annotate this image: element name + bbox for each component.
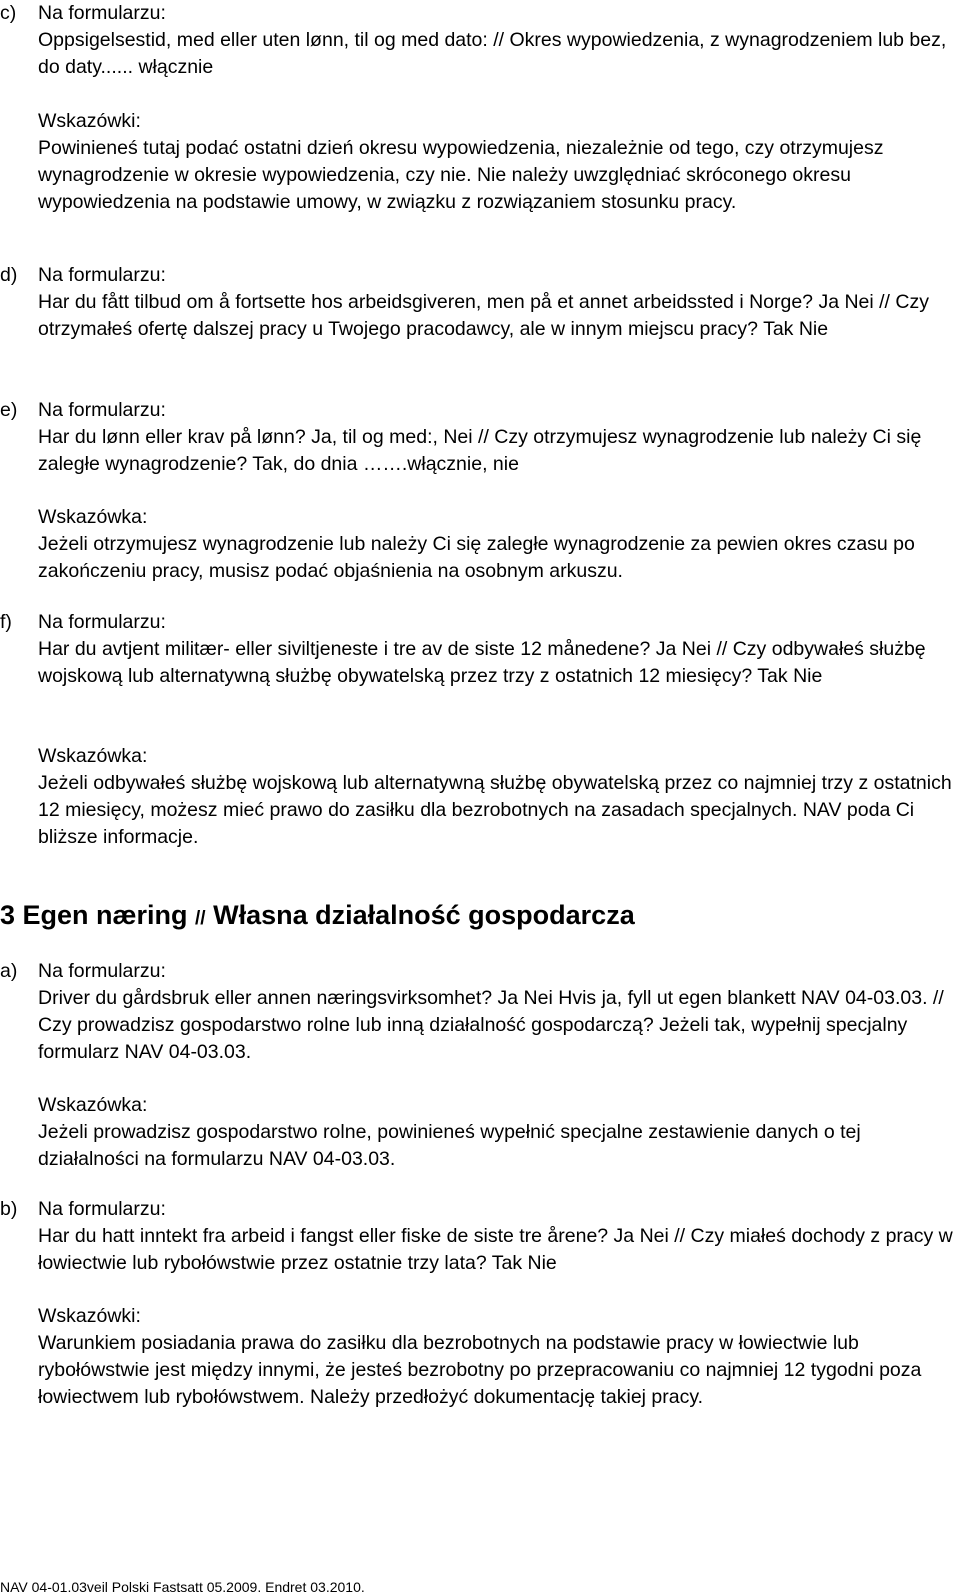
section-c-hint-text: Powinieneś tutaj podać ostatni dzień okresu wypowiedzenia, niezależnie od tego, czy otrzymujesz wynagrodzenie w okresie wypowiedzenia, czy nie. Nie należy uwzględniać skróconego okresu wypowiedzenia na podstawie umowy, w związku z rozwiązaniem stosunku pracy. [38,137,884,213]
section-3a-marker: a) [0,960,18,982]
section-f-marker: f) [0,611,12,633]
section-c-text: Oppsigelsestid, med eller uten lønn, til og med dato: // Okres wypowiedzenia, z wynagrodzeniem lub bez, do daty...... włącznie [38,29,947,78]
section-f-text: Har du avtjent militær- eller siviltjeneste i tre av de siste 12 månedene? Ja Nei // Czy odbywałeś służbę wojskową lub alternatywną służbę obywatelską przez trzy z ostatnich 12 miesięcy? Tak Nie [38,638,926,687]
section-e-hint-label: Wskazówka: [38,506,148,528]
section-c-label: Na formularzu: [38,2,166,24]
section-3a-text: Driver du gårdsbruk eller annen næringsvirksomhet? Ja Nei Hvis ja, fyll ut egen blankett NAV 04-03.03. // Czy prowadzisz gospodarstwo rolne lub inną działalność gospodarczą? Jeżeli tak, wypełnij specjalny formularz NAV 04-03.03. [38,987,944,1063]
heading-main: 3 Egen næring [0,900,196,930]
heading-polish: Własna działalność gospodarcza [205,900,635,930]
page-footer: NAV 04-01.03veil Polski Fastsatt 05.2009. Endret 03.2010. [0,1579,365,1595]
section-e-hint-text: Jeżeli otrzymujesz wynagrodzenie lub należy Ci się zaległe wynagrodzenie za pewien okres czasu po zakończeniu pracy, musisz podać objaśnienia na osobnym arkuszu. [38,533,915,582]
section-f-hint-label: Wskazówka: [38,745,148,767]
section-3b-hint-label: Wskazówki: [38,1305,141,1327]
section-f-label: Na formularzu: [38,611,166,633]
section-e-marker: e) [0,399,18,421]
section-f-hint-text: Jeżeli odbywałeś służbę wojskową lub alternatywną służbę obywatelską przez co najmniej trzy z ostatnich 12 miesięcy, możesz mieć prawo do zasiłku dla bezrobotnych na zasadach specjalnych. NAV poda Ci bliższe informacje. [38,772,952,848]
section-d-marker: d) [0,264,18,286]
heading-separator: // [195,908,206,929]
section-c-marker: c) [0,2,17,24]
section-c-hint-label: Wskazówki: [38,110,141,132]
section-3b-hint-text: Warunkiem posiadania prawa do zasiłku dla bezrobotnych na podstawie pracy w łowiectwie lub rybołówstwie jest między innymi, że jesteś bezrobotny po przepracowaniu co najmniej 12 tygodni poza łowiectwem lub rybołówstwem. Należy przedłożyć dokumentację takiej pracy. [38,1332,922,1408]
section-3a-hint-text: Jeżeli prowadzisz gospodarstwo rolne, powinieneś wypełnić specjalne zestawienie danych o tej działalności na formularzu NAV 04-03.03. [38,1121,861,1170]
section-3a-hint-label: Wskazówka: [38,1094,148,1116]
section-3b-text: Har du hatt inntekt fra arbeid i fangst eller fiske de siste tre årene? Ja Nei // Czy miałeś dochody z pracy w łowiectwie lub rybołówstwie przez ostatnie trzy lata? Tak Nie [38,1225,953,1274]
section-3a-label: Na formularzu: [38,960,166,982]
section-e-label: Na formularzu: [38,399,166,421]
section-3b-marker: b) [0,1198,18,1220]
section-d-text: Har du fått tilbud om å fortsette hos arbeidsgiveren, men på et annet arbeidssted i Norge? Ja Nei // Czy otrzymałeś ofertę dalszej pracy u Twojego pracodawcy, ale w innym miejscu pracy? Tak Nie [38,291,929,340]
section-3b-label: Na formularzu: [38,1198,166,1220]
section-e-text: Har du lønn eller krav på lønn? Ja, til og med:, Nei // Czy otrzymujesz wynagrodzenie lub należy Ci się zaległe wynagrodzenie? Tak, do dnia …….włącznie, nie [38,426,922,475]
section-d-label: Na formularzu: [38,264,166,286]
section-3-heading [0,898,635,936]
